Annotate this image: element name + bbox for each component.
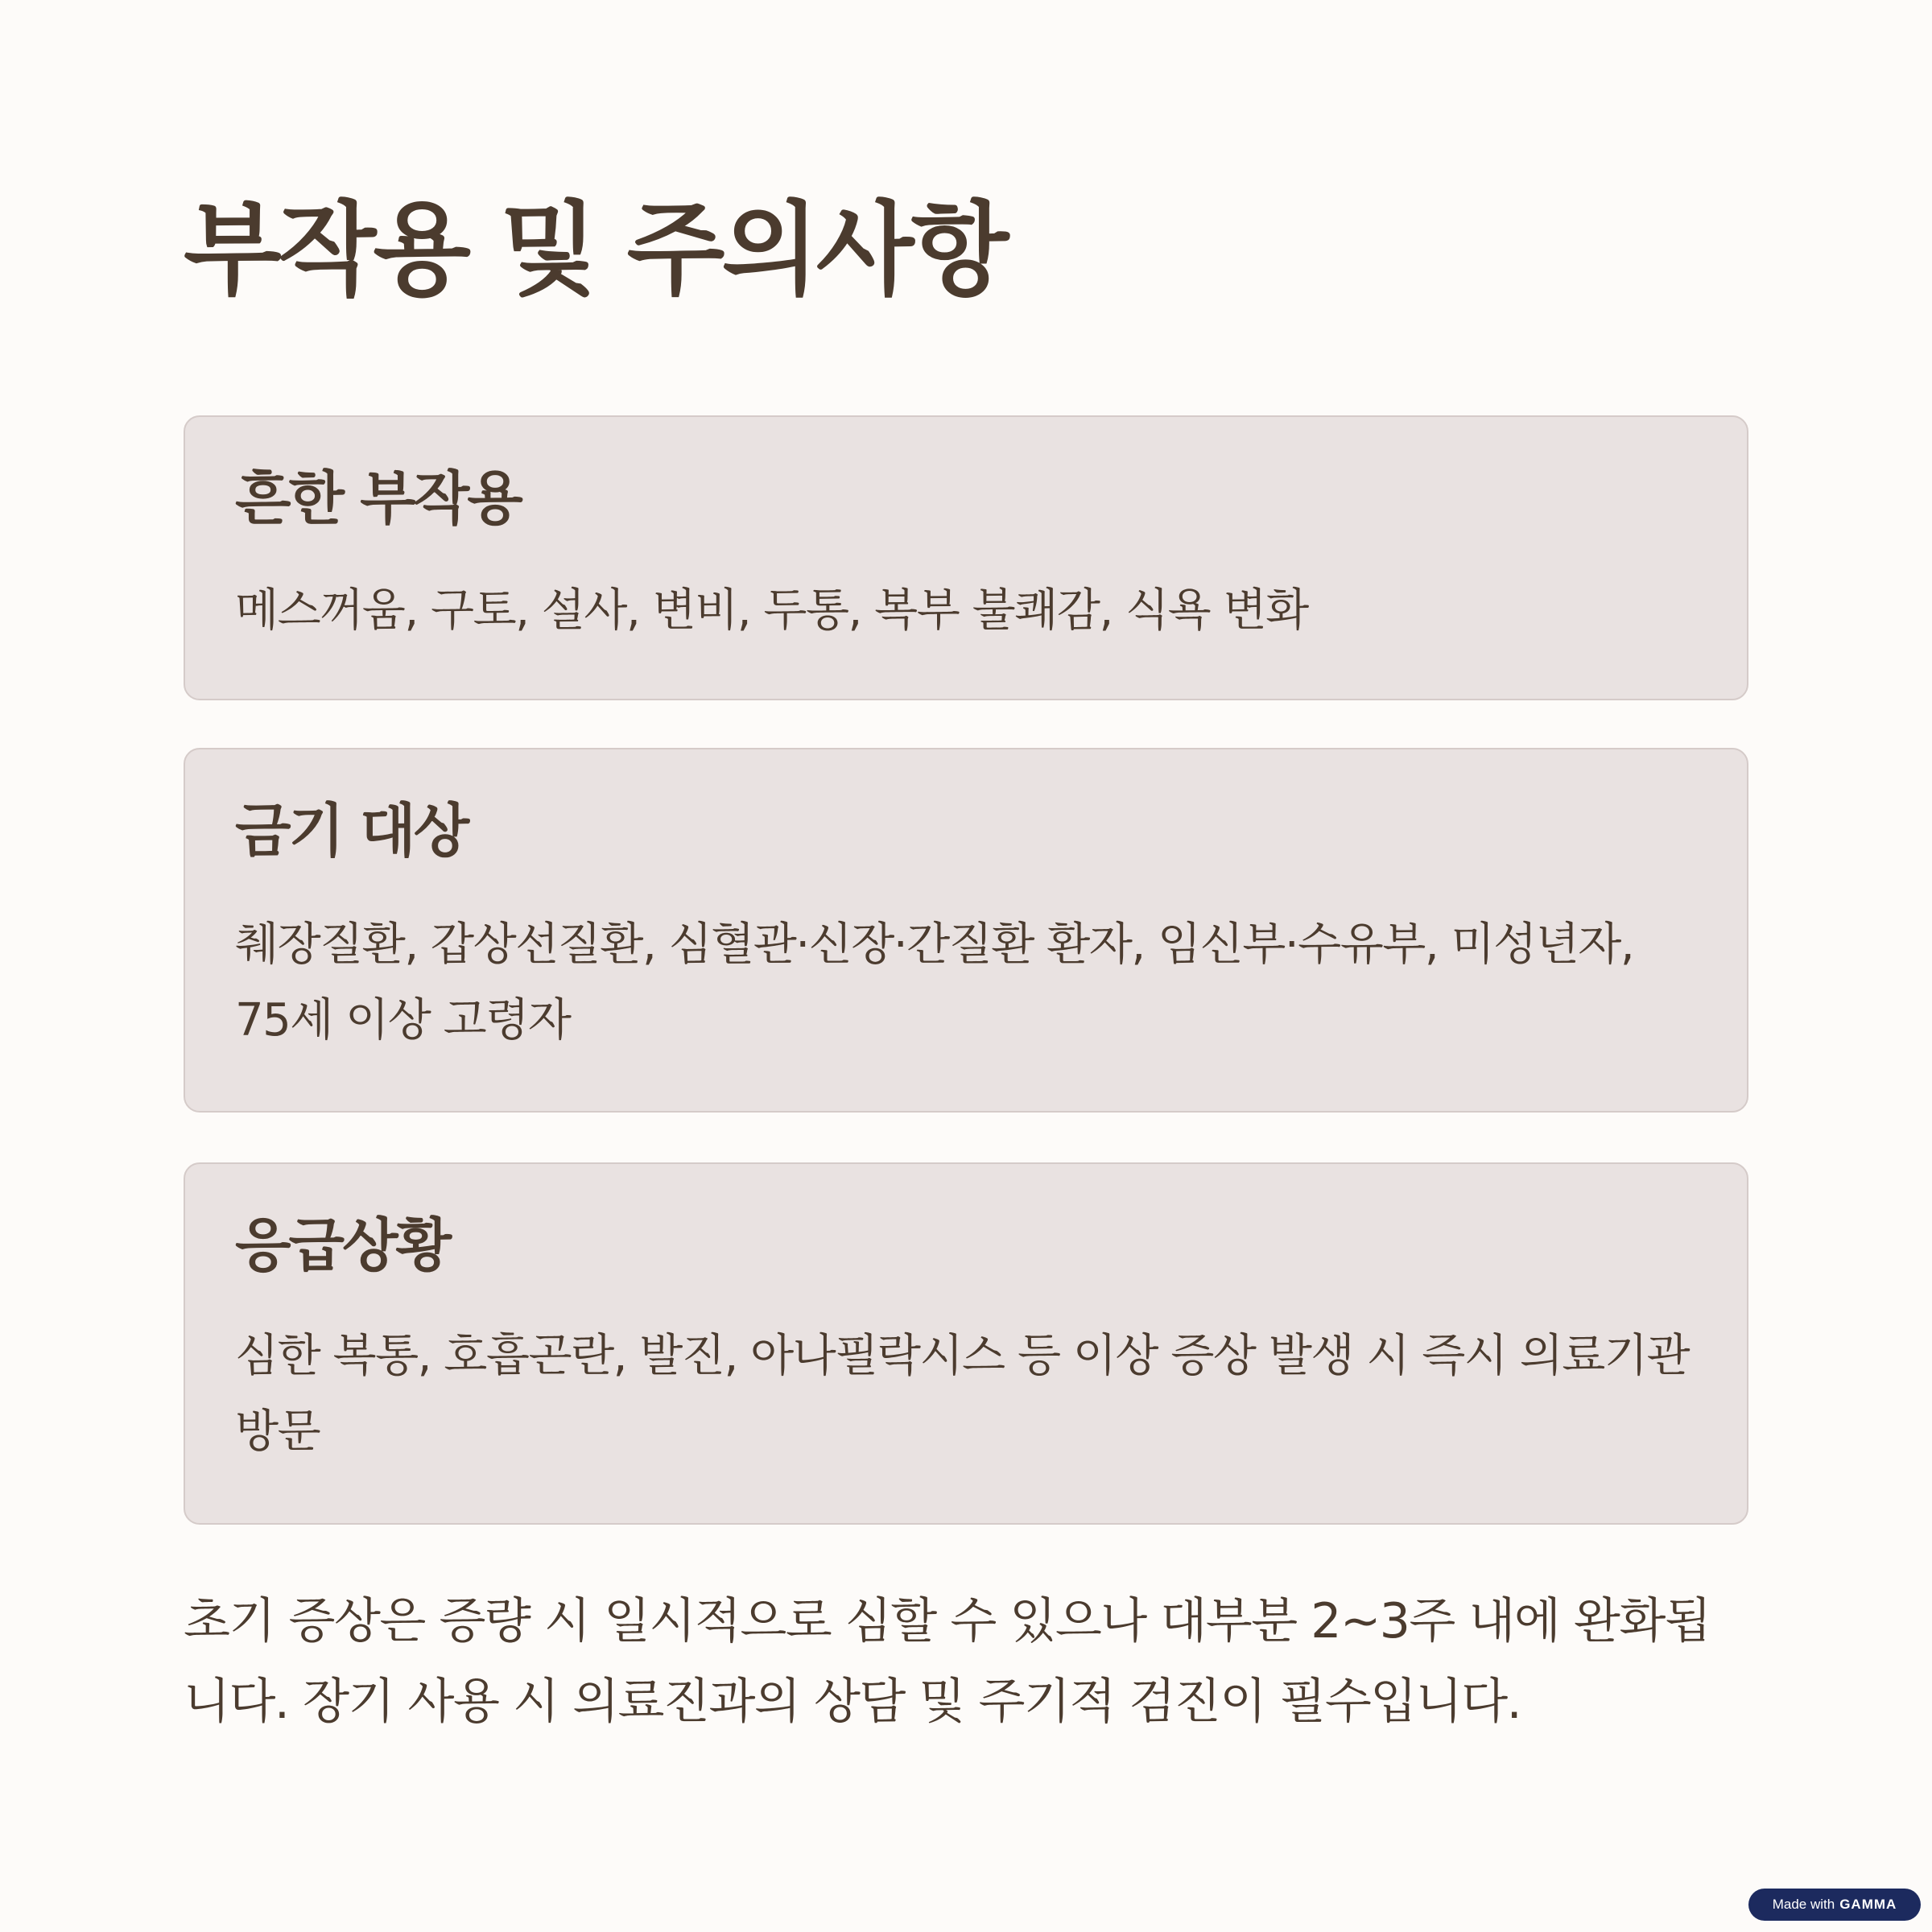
- contraindications-title: 금기 대상: [235, 797, 468, 865]
- common-side-effects-text: 메스꺼움, 구토, 설사, 변비, 두통, 복부 불쾌감, 식욕 변화: [235, 584, 1308, 637]
- common-side-effects-title: 흔한 부작용: [235, 464, 521, 532]
- common-side-effects-card: [184, 415, 1748, 700]
- contraindications-text: 췌장질환, 갑상선질환, 심혈관·신장·간질환 환자, 임신부·수유부, 미성년자, 75세 이상 고령자: [235, 919, 1634, 1046]
- footnote-text: 초기 증상은 증량 시 일시적으로 심할 수 있으나 대부분 2~3주 내에 완화됩니다. 장기 사용 시 의료진과의 상담 및 주기적 검진이 필수입니다.: [184, 1593, 1711, 1730]
- made-with-gamma-badge[interactable]: [1748, 1889, 1921, 1921]
- gamma-logo-text: GAMMA: [1839, 1897, 1897, 1912]
- page-title: 부작용 및 주의사항: [184, 191, 1006, 309]
- contraindications-card: [184, 748, 1748, 1113]
- emergency-title: 응급상황: [235, 1212, 450, 1279]
- emergency-card: [184, 1162, 1748, 1525]
- badge-prefix: Made with: [1772, 1897, 1835, 1912]
- emergency-text: 심한 복통, 호흡곤란, 발진, 아나필락시스 등 이상 증상 발생 시 즉시 의료기관 방문: [235, 1330, 1690, 1458]
